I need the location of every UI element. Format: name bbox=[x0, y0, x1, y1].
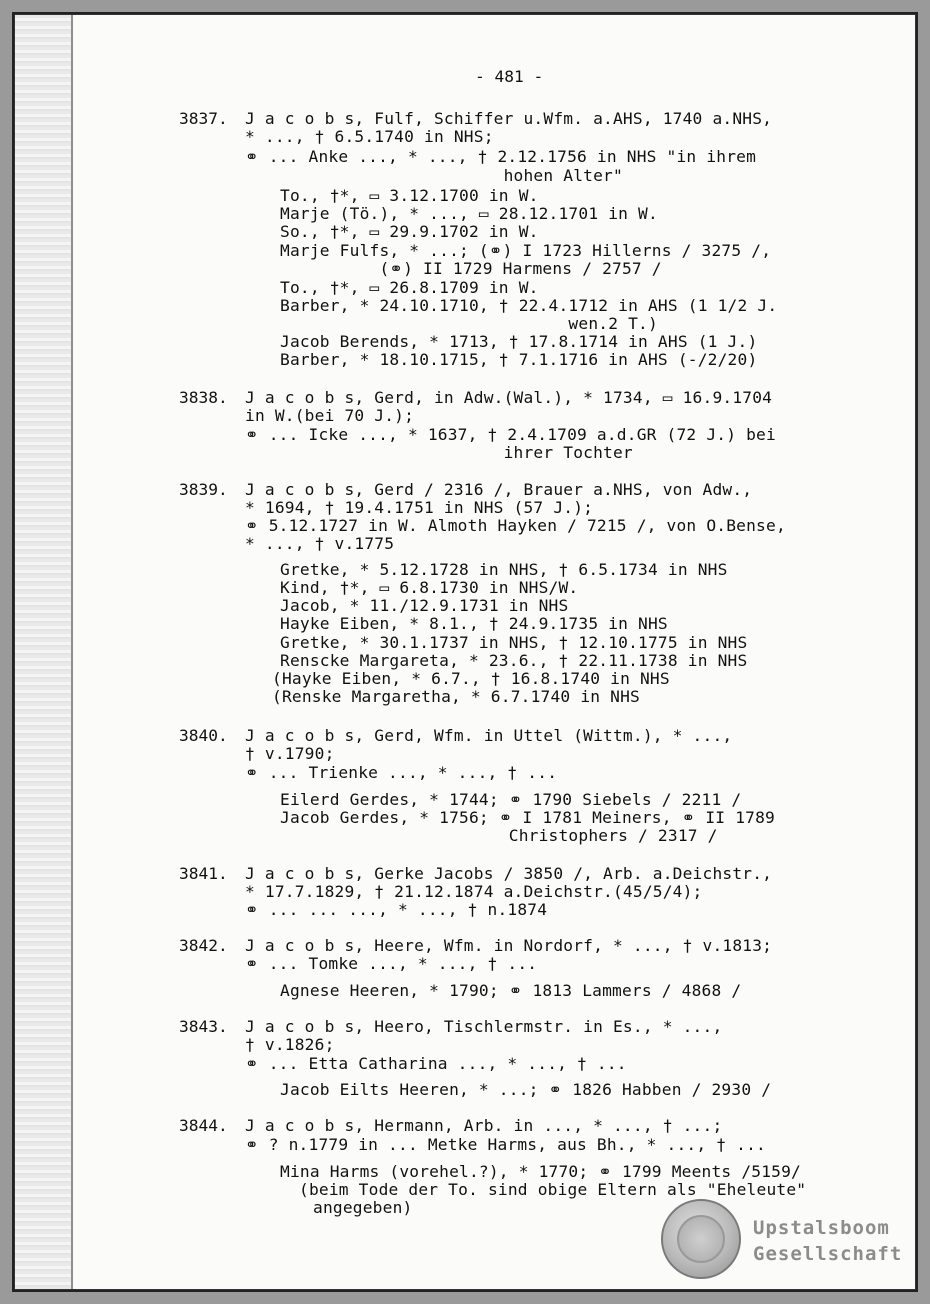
entry-line: * 1694, † 19.4.1751 in NHS (57 J.); bbox=[245, 498, 594, 517]
entry-line: Agnese Heeren, * 1790; ⚭ 1813 Lammers / 4868 / bbox=[280, 981, 742, 1000]
entry-number: 3840. bbox=[179, 726, 228, 745]
entry-line: Marje Fulfs, * ...; (⚭) I 1723 Hillerns / 3275 /, bbox=[280, 241, 772, 260]
entry-line: ⚭ ... Etta Catharina ..., * ..., † ... bbox=[245, 1054, 627, 1073]
page-number: - 481 - bbox=[475, 67, 544, 86]
entry-line: Eilerd Gerdes, * 1744; ⚭ 1790 Siebels / 2211 / bbox=[280, 790, 742, 809]
entry-line: Jacob Gerdes, * 1756; ⚭ I 1781 Meiners, ⚭ II 1789 bbox=[280, 808, 775, 827]
entry-line: J a c o b s, Fulf, Schiffer u.Wfm. a.AHS, 1740 a.NHS, bbox=[245, 109, 773, 128]
entry-line: J a c o b s, Heere, Wfm. in Nordorf, * ..., † v.1813; bbox=[245, 936, 773, 955]
entry-line: hohen Alter" bbox=[245, 166, 623, 185]
entry-line: angegeben) bbox=[313, 1198, 413, 1217]
entry-line: To., †*, ▭ 3.12.1700 in W. bbox=[280, 186, 539, 205]
entry-line: ⚭ ... Tomke ..., * ..., † ... bbox=[245, 954, 538, 973]
entry-line: (Renske Margaretha, * 6.7.1740 in NHS bbox=[272, 687, 640, 706]
entry-line: (beim Tode der To. sind obige Eltern als "Eheleute" bbox=[299, 1180, 807, 1199]
scan-binding-edge bbox=[15, 15, 73, 1289]
entry-number: 3842. bbox=[179, 936, 228, 955]
entry-line: * ..., † 6.5.1740 in NHS; bbox=[245, 127, 494, 146]
entry-line: ⚭ ... Trienke ..., * ..., † ... bbox=[245, 763, 558, 782]
entry-line: J a c o b s, Hermann, Arb. in ..., * ..., † ...; bbox=[245, 1116, 723, 1135]
entry-number: 3837. bbox=[179, 109, 228, 128]
entry-line: † v.1826; bbox=[245, 1035, 335, 1054]
entry-line: † v.1790; bbox=[245, 744, 335, 763]
entry-line: wen.2 T.) bbox=[280, 314, 658, 333]
entry-number: 3841. bbox=[179, 864, 228, 883]
entry-line: To., †*, ▭ 26.8.1709 in W. bbox=[280, 278, 539, 297]
entry-line: Jacob Eilts Heeren, * ...; ⚭ 1826 Habben / 2930 / bbox=[280, 1080, 772, 1099]
entry-number: 3843. bbox=[179, 1017, 228, 1036]
entry-line: * ..., † v.1775 bbox=[245, 534, 395, 553]
entry-number: 3838. bbox=[179, 388, 228, 407]
entry-line: Renscke Margareta, * 23.6., † 22.11.1738 in NHS bbox=[280, 651, 748, 670]
entry-line: in W.(bei 70 J.); bbox=[245, 406, 415, 425]
entry-line: ⚭ 5.12.1727 in W. Almoth Hayken / 7215 /, von O.Bense, bbox=[245, 516, 786, 535]
entry-line: J a c o b s, Gerd, Wfm. in Uttel (Wittm.), * ..., bbox=[245, 726, 733, 745]
entry-line: Jacob Berends, * 1713, † 17.8.1714 in AHS (1 J.) bbox=[280, 332, 758, 351]
entry-line: Hayke Eiben, * 8.1., † 24.9.1735 in NHS bbox=[280, 614, 668, 633]
entry-number: 3839. bbox=[179, 480, 228, 499]
entry-line: ⚭ ... Anke ..., * ..., † 2.12.1756 in NHS "in ihrem bbox=[245, 147, 757, 166]
entry-line: J a c o b s, Heero, Tischlermstr. in Es., * ..., bbox=[245, 1017, 723, 1036]
entry-line: So., †*, ▭ 29.9.1702 in W. bbox=[280, 222, 539, 241]
entry-line: Marje (Tö.), * ..., ▭ 28.12.1701 in W. bbox=[280, 204, 658, 223]
document-page bbox=[14, 14, 916, 1290]
entry-line: ⚭ ... ... ..., * ..., † n.1874 bbox=[245, 900, 548, 919]
entry-line: Gretke, * 30.1.1737 in NHS, † 12.10.1775 in NHS bbox=[280, 633, 748, 652]
entry-line: * 17.7.1829, † 21.12.1874 a.Deichstr.(45/5/4); bbox=[245, 882, 703, 901]
entry-line: (Hayke Eiben, * 6.7., † 16.8.1740 in NHS bbox=[272, 669, 670, 688]
seal-logo bbox=[661, 1199, 741, 1279]
entry-line: ⚭ ... Icke ..., * 1637, † 2.4.1709 a.d.GR (72 J.) bei bbox=[245, 425, 776, 444]
entry-line: ihrer Tochter bbox=[245, 443, 633, 462]
entry-line: J a c o b s, Gerd / 2316 /, Brauer a.NHS, von Adw., bbox=[245, 480, 753, 499]
entry-line: Gretke, * 5.12.1728 in NHS, † 6.5.1734 in NHS bbox=[280, 560, 728, 579]
watermark-line-2: Gesellschaft bbox=[753, 1243, 903, 1265]
entry-line: Barber, * 18.10.1715, † 7.1.1716 in AHS (-/2/20) bbox=[280, 350, 758, 369]
entry-line: (⚭) II 1729 Harmens / 2757 / bbox=[280, 259, 662, 278]
entry-line: Barber, * 24.10.1710, † 22.4.1712 in AHS (1 1/2 J. bbox=[280, 296, 778, 315]
entry-number: 3844. bbox=[179, 1116, 228, 1135]
entry-line: J a c o b s, Gerke Jacobs / 3850 /, Arb. a.Deichstr., bbox=[245, 864, 773, 883]
entry-line: Christophers / 2317 / bbox=[280, 826, 718, 845]
entry-line: ⚭ ? n.1779 in ... Metke Harms, aus Bh., * ..., † ... bbox=[245, 1135, 766, 1154]
entry-line: Kind, †*, ▭ 6.8.1730 in NHS/W. bbox=[280, 578, 579, 597]
entry-line: Mina Harms (vorehel.?), * 1770; ⚭ 1799 Meents /5159/ bbox=[280, 1162, 801, 1181]
entry-line: J a c o b s, Gerd, in Adw.(Wal.), * 1734, ▭ 16.9.1704 bbox=[245, 388, 773, 407]
seal-emblem bbox=[677, 1215, 725, 1263]
watermark-line-1: Upstalsboom bbox=[753, 1217, 890, 1239]
entry-line: Jacob, * 11./12.9.1731 in NHS bbox=[280, 596, 569, 615]
